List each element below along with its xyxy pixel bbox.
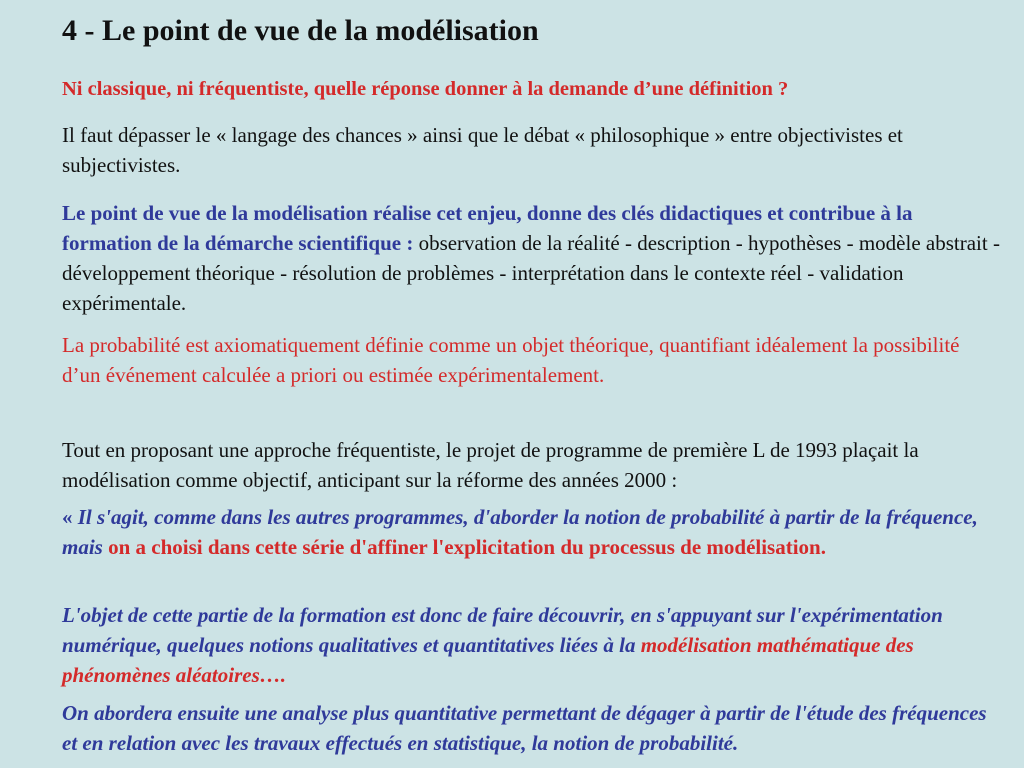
quote-paragraph-1: [62, 502, 1002, 562]
quote-paragraph-2: [62, 600, 1002, 690]
paragraph-modelisation: [62, 198, 1002, 318]
paragraph-programme-1993: Tout en proposant une approche fréquentiste, le projet de programme de première L de 1993 plaçait la modélisation comme objectif, anticipant sur la réforme des années 2000 :: [62, 438, 919, 492]
modelisation-lead-text: Le point de vue de la modélisation réalise cet enjeu, donne des clés didactiques et contribue à la formation de la démarche scientifique :: [62, 201, 913, 255]
paragraph-depasser: Il faut dépasser le « langage des chances » ainsi que le débat « philosophique » entre objectivistes et subjectivistes.: [62, 123, 903, 177]
quote-1-red-text: on a choisi dans cette série d'affiner l'explicitation du processus de modélisation.: [108, 535, 826, 559]
quote-paragraph-3: On abordera ensuite une analyse plus quantitative permettant de dégager à partir de l'étude des fréquences et en relation avec les travaux effectués en statistique, la notion de probabilité.: [62, 701, 987, 755]
slide-title: 4 - Le point de vue de la modélisation: [62, 14, 539, 47]
quote-open-mark: «: [62, 505, 78, 529]
quote-1-blue-text: Il s'agit, comme dans les autres programmes, d'aborder la notion de probabilité à partir de la fréquence, mais: [62, 505, 978, 559]
quote-2-red-text: modélisation mathématique des phénomènes aléatoires….: [62, 633, 914, 687]
paragraph-probabilite-definition: La probabilité est axiomatiquement définie comme un objet théorique, quantifiant idéalement la possibilité d’un événement calculée a priori ou estimée expérimentalement.: [62, 333, 960, 387]
modelisation-steps-text: observation de la réalité - description - hypothèses - modèle abstrait - développement théorique - résolution de problèmes - interprétation dans le contexte réel - validation expérimentale.: [62, 231, 1000, 315]
quote-2-blue-text: L'objet de cette partie de la formation est donc de faire découvrir, en s'appuyant sur l'expérimentation numérique, quelques notions qualitatives et quantitatives liées à la: [62, 603, 943, 657]
slide-subtitle: Ni classique, ni fréquentiste, quelle réponse donner à la demande d’une définition ?: [62, 78, 789, 100]
